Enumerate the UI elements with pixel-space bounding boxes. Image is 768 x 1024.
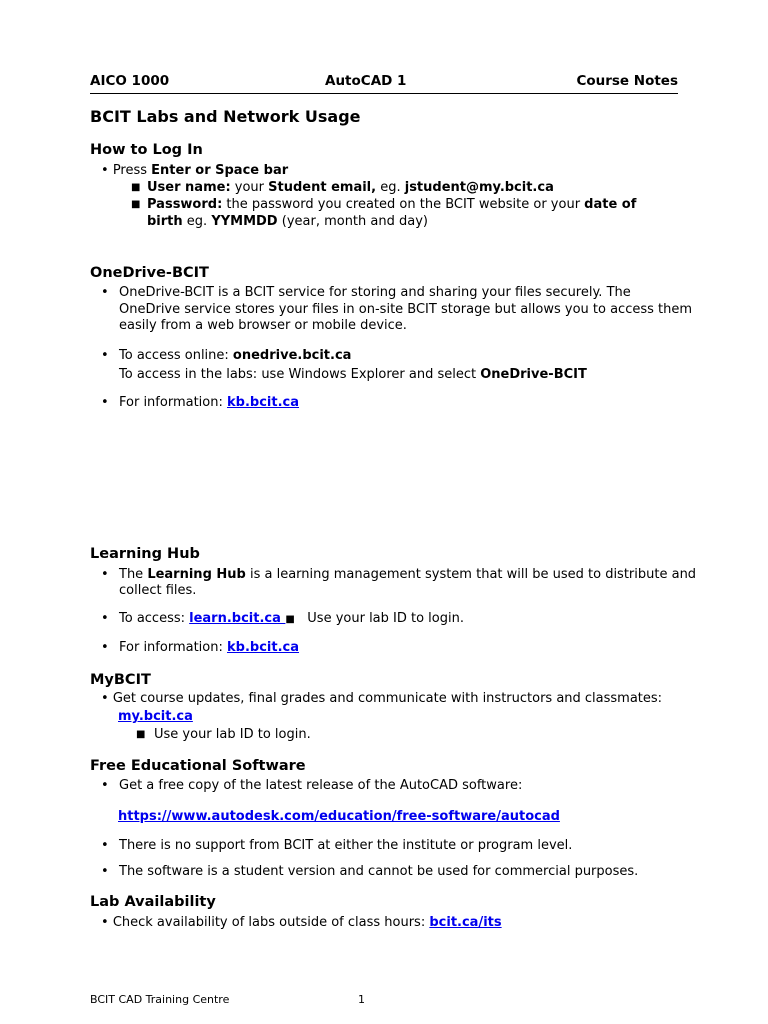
square-bullet-icon: ■ xyxy=(136,729,146,740)
login-heading: How to Log In xyxy=(90,142,203,158)
mybcit-link[interactable]: my.bcit.ca xyxy=(118,709,193,724)
onedrive-desc-line2: OneDrive service stores your files in on-site BCIT storage but allows you to access them xyxy=(119,302,693,317)
bullet-icon: • xyxy=(101,778,109,793)
onedrive-labs-item: To access in the labs: use Windows Explorer and select OneDrive-BCIT xyxy=(119,367,587,382)
footer-org: BCIT CAD Training Centre xyxy=(90,993,230,1006)
mybcit-heading: MyBCIT xyxy=(90,672,151,688)
bullet-icon: • xyxy=(101,611,109,626)
login-username-item: User name: your Student email, eg. jstudent@my.bcit.ca xyxy=(147,180,554,195)
login-password-item: Password: the password you created on the BCIT website or your date of xyxy=(147,197,637,212)
onedrive-online-item: To access online: onedrive.bcit.ca xyxy=(119,348,352,363)
learning-hub-link[interactable]: learn.bcit.ca xyxy=(189,611,286,626)
header-rule xyxy=(90,93,678,94)
lab-link[interactable]: bcit.ca/its xyxy=(429,915,502,930)
bullet-icon: • xyxy=(101,348,109,363)
lab-heading: Lab Availability xyxy=(90,894,216,910)
mybcit-link-item xyxy=(118,709,193,724)
learning-hub-info-item: For information: kb.bcit.ca xyxy=(119,640,299,655)
mybcit-login-note: Use your lab ID to login. xyxy=(154,727,311,742)
software-desc-item: Get a free copy of the latest release of the AutoCAD software: xyxy=(119,778,523,793)
bullet-icon: • xyxy=(101,838,109,853)
onedrive-url: onedrive.bcit.ca xyxy=(232,348,352,363)
header-course-title: AutoCAD 1 xyxy=(325,73,407,89)
onedrive-heading: OneDrive-BCIT xyxy=(90,265,209,281)
square-bullet-icon: ■ xyxy=(285,614,295,625)
onedrive-desc-line3: easily from a web browser or mobile device. xyxy=(119,318,407,333)
bullet-icon: • xyxy=(101,864,109,879)
software-support-item: There is no support from BCIT at either the institute or program level. xyxy=(119,838,573,853)
autodesk-link[interactable]: https://www.autodesk.com/education/free-software/autocad xyxy=(118,809,560,824)
learning-hub-heading: Learning Hub xyxy=(90,546,200,562)
bullet-icon: • xyxy=(101,915,109,930)
lab-availability-item: • Check availability of labs outside of class hours: bcit.ca/its xyxy=(101,915,502,930)
software-heading: Free Educational Software xyxy=(90,758,306,774)
learning-hub-desc-line2: collect files. xyxy=(119,583,197,598)
onedrive-kb-link[interactable]: kb.bcit.ca xyxy=(227,395,299,410)
bullet-icon: • xyxy=(101,163,109,178)
bullet-icon: • xyxy=(101,567,109,582)
software-link-item xyxy=(118,809,560,824)
learning-hub-desc-line1: The Learning Hub is a learning management system that will be used to distribute and xyxy=(119,567,697,582)
footer-page-number: 1 xyxy=(358,993,365,1006)
bullet-icon: • xyxy=(101,285,109,300)
square-bullet-icon: ■ xyxy=(131,182,141,193)
bullet-icon: • xyxy=(101,691,109,706)
login-press-item: • Press Enter or Space bar xyxy=(101,163,289,178)
square-bullet-icon: ■ xyxy=(131,199,141,210)
page-title: BCIT Labs and Network Usage xyxy=(90,107,361,126)
login-password-continued: birth eg. YYMMDD (year, month and day) xyxy=(147,214,428,229)
mybcit-desc-item: • Get course updates, final grades and communicate with instructors and classmates: xyxy=(101,691,663,706)
header-course-code: AICO 1000 xyxy=(90,73,170,89)
header-doc-type: Course Notes xyxy=(576,73,678,89)
bullet-icon: • xyxy=(101,395,109,410)
onedrive-desc-line1: OneDrive-BCIT is a BCIT service for storing and sharing your files securely. The xyxy=(119,285,631,300)
bullet-icon: • xyxy=(101,640,109,655)
software-license-item: The software is a student version and cannot be used for commercial purposes. xyxy=(119,864,639,879)
learning-hub-access-item: To access: learn.bcit.ca ■ Use your lab ID to login. xyxy=(119,611,464,626)
onedrive-info-item: For information: kb.bcit.ca xyxy=(119,395,299,410)
learning-hub-kb-link[interactable]: kb.bcit.ca xyxy=(227,640,299,655)
